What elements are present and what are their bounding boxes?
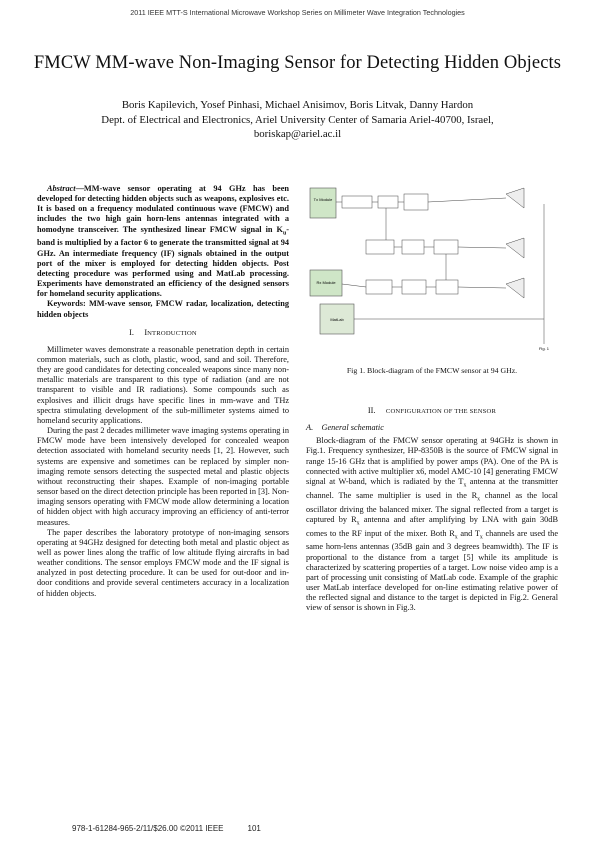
author-block bbox=[40, 98, 555, 142]
figure-1-caption: Fig 1. Block-diagram of the FMCW sensor at 94 GHz. bbox=[346, 366, 518, 375]
schematic-paragraph bbox=[306, 436, 558, 613]
abstract bbox=[37, 184, 289, 320]
rx-module-label: Rx Module bbox=[316, 280, 336, 285]
schematic-sub-4: x bbox=[454, 534, 458, 541]
section1-title-rest: NTRODUCTION bbox=[147, 329, 197, 337]
figure-1-block-diagram bbox=[306, 184, 558, 354]
block-diagram-svg bbox=[306, 184, 558, 354]
left-column bbox=[37, 184, 289, 599]
page-footer bbox=[72, 824, 261, 833]
email: boriskap@ariel.ac.il bbox=[253, 128, 342, 140]
schematic-text-1: Block-diagram of the FMCW sensor operating at 94GHz is shown in Fig.1. Frequency synthesizer, HP-8350B is the source of FMCW signal in range 15-16 GHz that is amplified by power amps (PA). One of the PA is connected with active multiplier x6, model AMC-10 [4] generating FMCW signal at W-band, which is radiated by the T bbox=[306, 436, 558, 486]
section1-title-first: I bbox=[144, 327, 148, 337]
schematic-sub-5: x bbox=[479, 534, 483, 541]
section1-heading bbox=[37, 328, 289, 339]
intro-paragraph-1: Millimeter waves demonstrate a reasonable penetration depth in certain common materials, such as cloth, plastic, wood, sand and soil. Therefore, they are good candidates for detecting concealed weapons since many non-metallic materials are transparent to this type of radiation (and are not transparent to visible and IR radiations). Some compounds such as explosives and illicit drugs have specific lines in mm-wave and THz spectra stimulating development of the sub-millimeter systems aimed to homeland security applications. bbox=[37, 344, 289, 425]
schematic-text-4: antenna and after amplifying by LNA with gain 30dB comes to the RF input of the mixer. Both R bbox=[306, 514, 558, 538]
paper-title: FMCW MM-wave Non-Imaging Sensor for Detecting Hidden Objects bbox=[33, 53, 562, 73]
subsection-a-letter: A. bbox=[306, 423, 314, 433]
schematic-text-5: and T bbox=[457, 528, 480, 538]
section2-heading bbox=[306, 406, 558, 417]
abstract-text-b: -band is multiplied by a factor 6 to generate the transmitted signal at 94 GHz. An intermediate frequency (IF) signals obtained in the output port of the mixer is employed for detecting hidden objects. Post detecting procedure was performed using and MatLab processing. Experiments have demonstrated an efficiency of the designed sensors for homeland security applications. bbox=[37, 224, 289, 299]
section2-title: CONFIGURATION OF THE SENSOR bbox=[385, 408, 497, 415]
section2-number: II. bbox=[367, 406, 376, 415]
matlab-label: MatLab bbox=[330, 317, 344, 322]
keywords: Keywords: MM-wave sensor, FMCW radar, localization, detecting hidden objects bbox=[37, 299, 289, 319]
footer-isbn: 978-1-61284-965-2/11/$26.00 ©2011 IEEE bbox=[72, 824, 224, 833]
subsection-a-title: General schematic bbox=[321, 423, 384, 433]
schematic-text-6: channels are used the same horn-lens antennas (35dB gain and 3 degrees beamwidth). The IF is proportional to the distance from a target [5] while its amplitude is characterized by scattering properties of a target. Low noise video amp is a part of processing unit consisting of MatLab code. Example of the graphic user MatLab interface developed for on-line estimating relative power of the reflected signal and distance to the target is depicted in Fig.2. General view of sensor is shown in Fig.3. bbox=[306, 528, 559, 613]
schematic-text-3: channel as the local oscillator driving the balanced mixer. The signal reflected from a target is captured by R bbox=[306, 490, 558, 524]
intro-paragraph-2: During the past 2 decades millimeter wave imaging systems operating in FMCW mode have been intensively developed for concealed weapon detection associated with homeland security needs [1, 2]. However, such systems are expensive and sometimes can be replaced by simpler non-imaging remote sensors detecting the suspected metal and plastic objects without reconstructing their shapes. Example of non-imaging portable sensor based on the direct detection principle has been reported in [3]. Non-imaging sensors operating with FMCW mode allow determining a location of hidden object with high accuracy improving an efficiency of anti-terror measures. bbox=[37, 426, 289, 527]
intro-paragraph-3: The paper describes the laboratory prototype of non-imaging sensors operating at 94GHz designed for detecting both metal and plastic object as well as power lines along the traffic of low altitude flying aircrafts in bad weather conditions. The sensor employs FMCW mode and the IF signal is analyzed in post detecting procedure. It can be used for out-door and in-door conditions and provide several centimeters accuracy in a localization of hidden objects. bbox=[37, 527, 289, 598]
abstract-sub: u bbox=[283, 230, 287, 237]
abstract-text-a: —MM-wave sensor operating at 94 GHz has been developed for detecting hidden objects such as weapons, explosives etc. It is based on a frequency modulated continuous wave (FMCW) and includes the two high gain horn-lens antennas integrated with a homodyne transceiver. The synthesized linear FMCW signal in K bbox=[37, 184, 289, 234]
subsection-a-heading bbox=[306, 423, 558, 433]
author-names: Boris Kapilevich, Yosef Pinhasi, Michael Anisimov, Boris Litvak, Danny Hardon bbox=[121, 99, 474, 111]
page-number: 101 bbox=[247, 824, 261, 833]
affiliation: Dept. of Electrical and Electronics, Ariel University Center of Samaria Ariel-40700, Israel, bbox=[101, 113, 494, 126]
right-column bbox=[306, 406, 558, 613]
schematic-sub-3: x bbox=[356, 520, 360, 527]
schematic-text-2: antenna at the transmitter channel. The same multiplier is used in the R bbox=[306, 476, 558, 500]
schematic-sub-2: x bbox=[477, 496, 481, 503]
conference-header: 2011 IEEE MTT-S International Microwave Workshop Series on Millimeter Wave Integration Technologies bbox=[130, 8, 465, 17]
figure-corner-label: Fig. 1 bbox=[538, 346, 550, 351]
schematic-sub-1: x bbox=[463, 482, 467, 489]
abstract-label: Abstract bbox=[47, 184, 76, 193]
section1-number: I. bbox=[129, 327, 134, 337]
tx-module-label: Tx Module bbox=[313, 197, 333, 202]
